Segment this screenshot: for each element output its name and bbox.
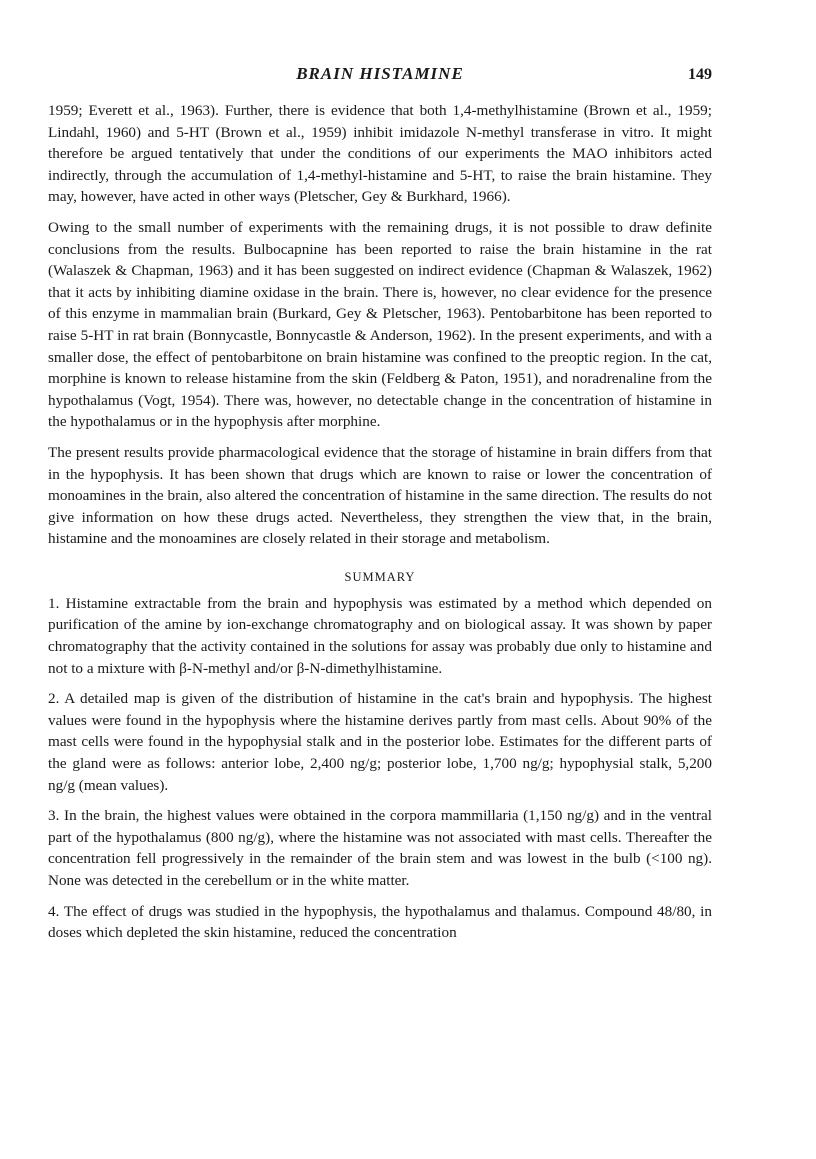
- summary-item-4: 4. The effect of drugs was studied in the hypophysis, the hypothalamus and thalamus. Compound 48/80, in doses which depleted the skin histamine, reduced the concentration: [48, 902, 712, 942]
- discussion-section: [48, 100, 712, 550]
- journal-page: [48, 64, 712, 953]
- page-header: [48, 64, 712, 92]
- summary-heading: SUMMARY: [344, 569, 416, 584]
- body-paragraph-1: 1959; Everett et al., 1963). Further, there is evidence that both 1,4-methylhistamine (Brown et al., 1959; Lindahl, 1960) and 5-HT (Brown et al., 1959) inhibit imidazole N-methyl transferase in vitro. It might therefore be argued tentatively that under the conditions of our experiments the MAO inhibitors acted indirectly, through the accumulation of 1,4-methyl-histamine and 5-HT, to raise the brain histamine. They may, however, have acted in other ways (Pletscher, Gey & Burkhard, 1966).: [48, 102, 712, 206]
- page-number: 149: [688, 66, 712, 83]
- summary-item-3: 3. In the brain, the highest values were obtained in the corpora mammillaria (1,150 ng/g) and in the ventral part of the hypothalamus (800 ng/g), where the histamine was not associated with mast cells. Thereafter the concentration fell progressively in the remainder of the brain stem and was lowest in the bulb (<100 ng). None was detected in the cerebellum or in the white matter.: [48, 807, 712, 889]
- summary-item-2: 2. A detailed map is given of the distribution of histamine in the cat's brain and hypophysis. The highest values were found in the hypophysis where the histamine derives partly from mast cells. About 90% of the mast cells were found in the hypophysial stalk and in the posterior lobe. Estimates for the different parts of the gland were as follows: anterior lobe, 2,400 ng/g; posterior lobe, 1,700 ng/g; hypophysial stalk, 5,200 ng/g (mean values).: [48, 690, 712, 794]
- summary-item-1: 1. Histamine extractable from the brain and hypophysis was estimated by a method which depended on purification of the amine by ion-exchange chromatography and on biological assay. It was shown by paper chromatography that the activity contained in the solutions for assay was probably due only to histamine and not to a mixture with β-N-methyl and/or β-N-dimethylhistamine.: [48, 594, 712, 677]
- body-paragraph-2: Owing to the small number of experiments with the remaining drugs, it is not possible to draw definite conclusions from the results. Bulbocapnine has been reported to raise the brain histamine in the rat (Walaszek & Chapman, 1963) and it has been suggested on indirect evidence (Chapman & Walaszek, 1962) that it acts by inhibiting diamine oxidase in the brain. There is, however, no clear evidence for the presence of this enzyme in mammalian brain (Burkard, Gey & Pletscher, 1963). Pentobarbitone has been reported to raise 5-HT in rat brain (Bonnycastle, Bonnycastle & Anderson, 1962). In the present experiments, and with a smaller dose, the effect of pentobarbitone on brain histamine was confined to the preoptic region. In the cat, morphine is known to release histamine from the skin (Feldberg & Paton, 1951), and noradrenaline from the hypothalamus (Vogt, 1954). There was, however, no detectable change in the concentration of histamine in the hypothalamus or in the hypophysis after morphine.: [48, 218, 712, 431]
- summary-section: [48, 593, 712, 944]
- running-title: BRAIN HISTAMINE: [296, 64, 464, 83]
- body-paragraph-3: The present results provide pharmacological evidence that the storage of histamine in brain differs from that in the hypophysis. It has been shown that drugs which are known to raise or lower the concentration of monoamines in the brain, also altered the concentration of histamine in the same direction. The results do not give information on how these drugs acted. Nevertheless, they strengthen the view that, in the brain, histamine and the monoamines are closely related in their storage and metabolism.: [48, 443, 712, 548]
